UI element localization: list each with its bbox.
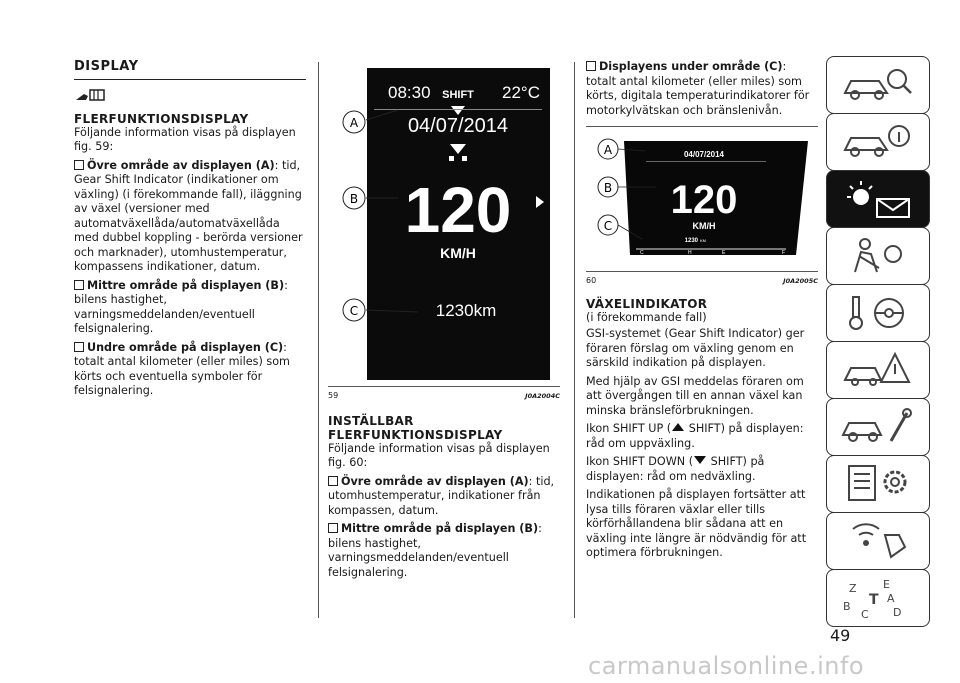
airbag-seatbelt-icon <box>839 234 917 278</box>
bullet-icon <box>328 523 338 533</box>
tab-technical-data[interactable] <box>826 455 930 513</box>
heading-vaxelindikator: VÄXELINDIKATOR <box>586 296 708 311</box>
gsi-p3: Med hjälp av GSI meddelas föraren om att övergången till en annan växel kan minska bränsleförbrukningen. <box>586 374 804 417</box>
intro-text: Följande information visas på displayen fig. 59: <box>74 125 296 153</box>
fig59-label-a: A <box>349 116 359 130</box>
figure-60-caption: 60 J0A2005C <box>586 271 818 289</box>
fig60-gauge-h: H <box>688 250 692 256</box>
svg-text:D: D <box>893 606 902 619</box>
gsi-p6: Indikationen på displayen fortsätter att lysa tills föraren växlar eller tills körförhållandena blir sådana att en växling inte längre är nödvändig för att optimera förbrukningen. <box>586 488 807 559</box>
gsi-p5: Ikon SHIFT DOWN ( SHIFT) på displayen: råd om nedväxling. <box>586 455 765 483</box>
gsi-p1: (i förekommande fall) <box>586 310 707 324</box>
fig60-gauge-e: E <box>722 250 726 256</box>
gsi-p2: GSI-systemet (Gear Shift Indicator) ger föraren förslag om växling genom en särskild indikation på displayen. <box>586 327 805 369</box>
fig59-label-c: C <box>349 304 359 318</box>
column-1 <box>74 60 306 403</box>
car-warning-triangle-icon <box>839 348 917 392</box>
car-wrench-icon <box>839 405 917 449</box>
item-c: Undre område på displayen (C): totalt antal kilometer (eller miles) som körts och eventuella symboler för felsignalering. <box>74 340 290 397</box>
alphabet-index-icon <box>839 576 917 620</box>
watermark: carmanualsonline.info <box>588 652 865 680</box>
connectivity-icon <box>839 519 917 563</box>
title-rule <box>74 79 306 80</box>
item-b: Mittre område på displayen (B): bilens hastighet, varningsmeddelanden/eventuell felsignalering. <box>74 278 288 335</box>
fig60-speed: 120 <box>670 178 738 222</box>
tab-car-search[interactable] <box>826 56 930 114</box>
bullet-icon <box>74 342 84 352</box>
figure-59 <box>328 60 560 382</box>
intro-text-2: Följande information visas på displayen fig. 60: <box>328 441 550 469</box>
hand-display-icon <box>74 86 306 108</box>
svg-text:Z: Z <box>849 582 857 595</box>
tab-car-info[interactable] <box>826 113 930 171</box>
fig59-temp: 22°C <box>502 83 540 102</box>
fig59-date: 04/07/2014 <box>407 115 509 137</box>
fig59-time: 08:30 <box>388 83 431 102</box>
heading-flerfunktionsdisplay: FLERFUNKTIONSDISPLAY <box>74 111 249 126</box>
svg-text:E: E <box>883 578 890 591</box>
item-b-2: Mittre område på displayen (B): bilens hastighet, varningsmeddelanden/eventuell felsignalering. <box>328 522 542 579</box>
tab-maintenance[interactable] <box>826 398 930 456</box>
column-3 <box>586 60 818 565</box>
fig59-odo: 1230km <box>435 301 497 320</box>
column-divider <box>318 62 319 618</box>
fig60-unit: KM/H <box>692 221 716 231</box>
tab-display-warning-active[interactable] <box>826 170 930 228</box>
bullet-icon <box>74 160 84 170</box>
fig59-shift: SHIFT <box>442 89 474 101</box>
heading-installbar-2: FLERFUNKTIONSDISPLAY <box>328 427 503 442</box>
figure-59-caption: 59 J0A2004C <box>328 386 560 404</box>
shift-up-icon <box>671 422 685 437</box>
svg-text:C: C <box>861 608 869 620</box>
warning-light-envelope-icon <box>839 177 917 221</box>
fig60-date: 04/07/2014 <box>683 150 725 159</box>
section-title: DISPLAY <box>74 59 139 74</box>
figure-60 <box>586 127 818 267</box>
page-number: 49 <box>830 626 851 645</box>
fig59-label-b: B <box>349 192 359 206</box>
fig60-gauge-c: C <box>640 250 644 256</box>
gsi-p4: Ikon SHIFT UP ( SHIFT) på displayen: råd om uppväxling. <box>586 422 804 450</box>
tab-multimedia[interactable] <box>826 512 930 570</box>
bullet-icon <box>74 280 84 290</box>
svg-text:T: T <box>869 592 879 608</box>
item-a-2: Övre område av displayen (A): tid, utomhustemperatur, indikationer från kompassen, datum. <box>328 474 555 517</box>
tab-index[interactable] <box>826 569 930 627</box>
tab-safety[interactable] <box>826 227 930 285</box>
fig60-label-a: A <box>603 143 613 157</box>
item-c-3: Displayens under område (C): totalt antal kilometer (eller miles) som körts, digitala temperaturindikatorer för motorkylvätskan och bränslenivån. <box>586 60 810 117</box>
fig60-odo: 1230 <box>684 238 698 244</box>
heading-installbar-1: INSTÄLLBAR <box>328 413 414 428</box>
fig59-unit: KM/H <box>440 245 476 261</box>
bullet-icon <box>328 476 338 486</box>
fig60-label-b: B <box>603 181 613 195</box>
svg-text:A: A <box>887 592 895 605</box>
tab-emergency[interactable] <box>826 341 930 399</box>
item-a: Övre område av displayen (A): tid, Gear Shift Indicator (indikationer om växling) (i förekommande fall), iläggning av växel (versioner med automatväxellåda/automatväxellåda med dubbel koppling - berörda versioner och marknader), utomhustemperatur, kompassens indikationer, datum. <box>74 158 303 273</box>
column-divider <box>574 62 575 618</box>
shift-down-icon <box>693 455 707 470</box>
fig60-gauge-f: F <box>782 250 786 256</box>
svg-text:B: B <box>843 600 851 613</box>
column-2 <box>328 60 560 584</box>
tab-driving[interactable] <box>826 284 930 342</box>
car-search-icon <box>839 63 917 107</box>
fig59-speed: 120 <box>404 174 512 246</box>
fig60-odo-unit: KM <box>700 238 706 243</box>
steering-wheel-icon <box>839 291 917 335</box>
bullet-icon <box>586 61 596 71</box>
fig60-label-c: C <box>603 219 613 233</box>
document-gear-icon <box>839 462 917 506</box>
car-info-icon <box>839 120 917 164</box>
